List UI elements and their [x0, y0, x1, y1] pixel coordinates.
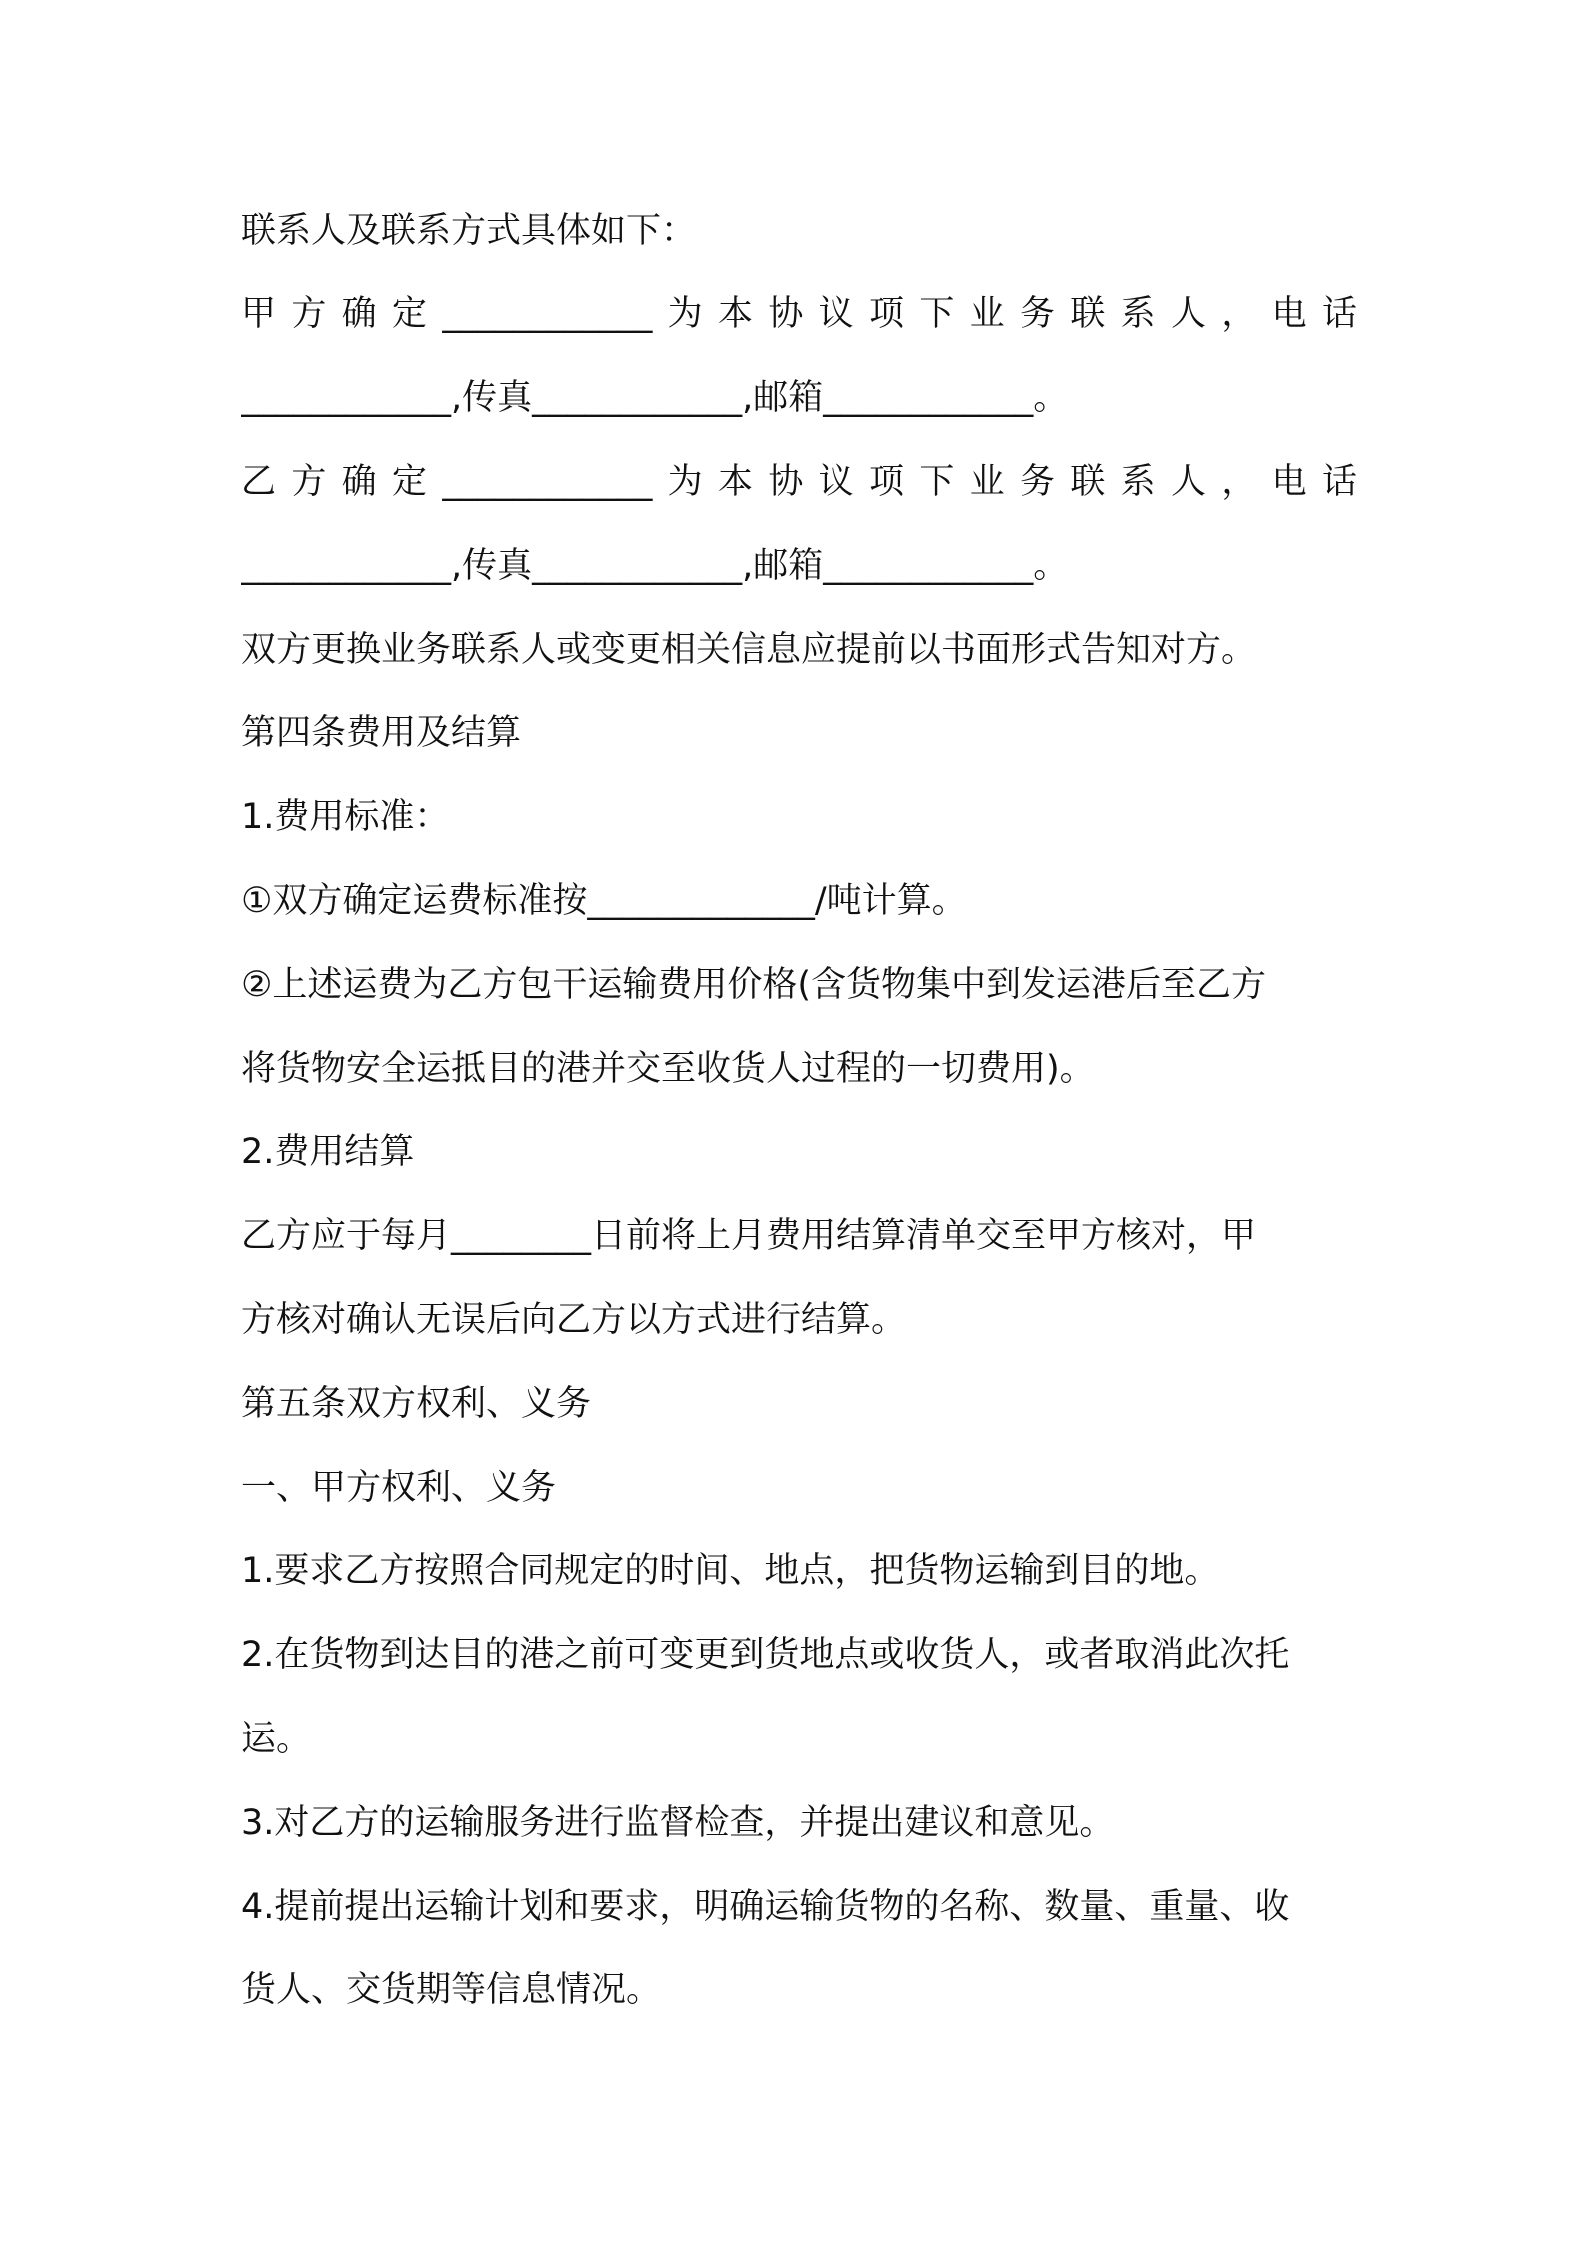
party-a-right-4-line-1: 4.提前提出运输计划和要求，明确运输货物的名称、数量、重量、收 [241, 1887, 1290, 1927]
party-a-right-3: 3.对乙方的运输服务进行监督检查，并提出建议和意见。 [241, 1803, 1115, 1843]
contact-intro: 联系人及联系方式具体如下： [241, 211, 697, 251]
fee-settlement-heading: 2.费用结算 [241, 1132, 415, 1172]
party-a-right-4-line-2: 货人、交货期等信息情况。 [241, 1970, 662, 2010]
party-a-rights-heading: 一、甲方权利、义务 [241, 1468, 557, 1508]
party-a-right-2-line-1: 2.在货物到达目的港之前可变更到货地点或收货人，或者取消此次托 [241, 1635, 1290, 1675]
freight-rate-clause: ①双方确定运费标准按_____________/吨计算。 [241, 881, 967, 921]
contact-change-notice: 双方更换业务联系人或变更相关信息应提前以书面形式告知对方。 [241, 630, 1257, 670]
settlement-clause-line-1: 乙方应于每月________日前将上月费用结算清单交至甲方核对，甲 [241, 1216, 1257, 1256]
party-a-contact-line: 甲方确定____________为本协议项下业务联系人，电话 [241, 294, 1357, 334]
package-price-clause-line-2: 将货物安全运抵目的港并交至收货人过程的一切费用)。 [241, 1049, 1095, 1089]
party-a-phone-fax-email: ____________,传真____________,邮箱____________。 [241, 378, 1069, 418]
party-a-right-2-line-2: 运。 [241, 1719, 312, 1759]
article-four-heading: 第四条费用及结算 [241, 713, 522, 753]
article-five-heading: 第五条双方权利、义务 [241, 1384, 592, 1424]
party-b-phone-fax-email: ____________,传真____________,邮箱____________。 [241, 546, 1069, 586]
settlement-clause-line-2: 方核对确认无误后向乙方以方式进行结算。 [241, 1300, 907, 1340]
party-b-contact-line: 乙方确定____________为本协议项下业务联系人，电话 [241, 462, 1357, 502]
package-price-clause-line-1: ②上述运费为乙方包干运输费用价格(含货物集中到发运港后至乙方 [241, 965, 1267, 1005]
fee-standard-heading: 1.费用标准： [241, 797, 450, 837]
party-a-right-1: 1.要求乙方按照合同规定的时间、地点，把货物运输到目的地。 [241, 1551, 1220, 1591]
